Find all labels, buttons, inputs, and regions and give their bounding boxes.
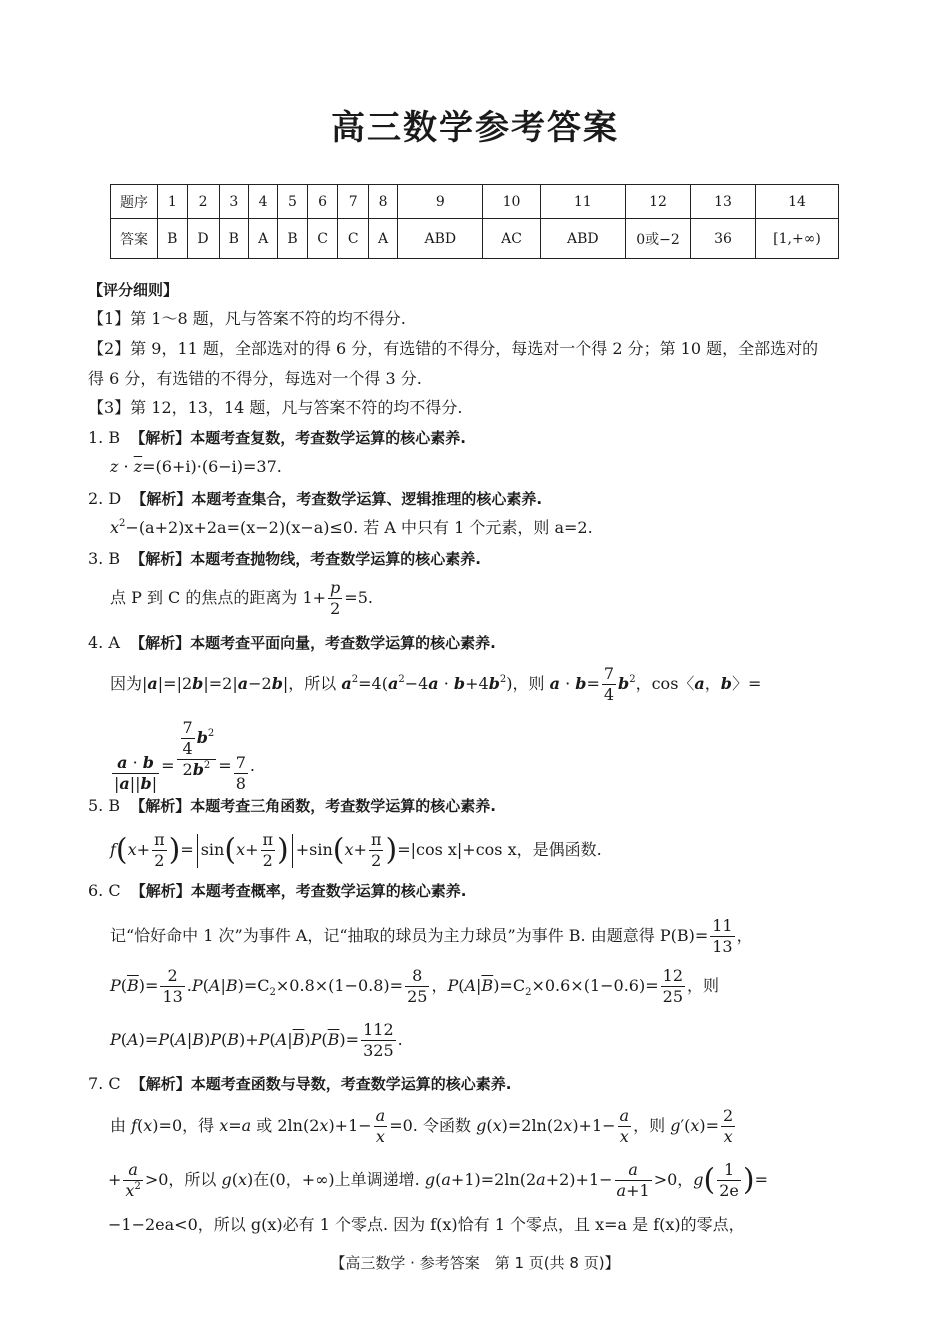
rule-1: 【1】第 1～8 题，凡与答案不符的均不得分.: [88, 309, 406, 328]
table-cell: D: [187, 219, 219, 259]
table-cell: B: [219, 219, 249, 259]
q2-work-text: −(a+2)x+2a=(x−2)(x−a)≤0. 若 A 中只有 1 个元素，则 a=2.: [125, 518, 593, 537]
table-cell: C: [338, 219, 369, 259]
answer-row: [111, 219, 839, 259]
table-cell: 14: [756, 185, 839, 219]
table-cell: 36: [691, 219, 756, 259]
q3-header: [88, 548, 481, 570]
q7-work-2: + $\frac{a}{x^2}$ >0，所以 g(x)在(0，+∞)上单调递增. g(a+1)=2ln(2a+2)+1− $\frac{a}{a+1}$ >0，g( $\frac{1}{2e}$ )=: [108, 1160, 769, 1200]
table-cell: ABD: [398, 219, 483, 259]
table-cell: 3: [219, 185, 249, 219]
table-cell: C: [307, 219, 338, 259]
table-cell: B: [158, 219, 188, 259]
q4-work-2: $\frac{a \cdot b}{|a||b|}$ = $\frac{7}{4}$ $b^2$ $2b^2$ = $\frac{7}{8}$ .: [114, 718, 255, 793]
rule-2a: 【2】第 9，11 题，全部选对的得 6 分，有选错的不得分，每选对一个得 2 分；第 10 题，全部选对的: [88, 339, 819, 358]
q3-work-b: =5.: [344, 588, 373, 607]
q5-label: 5. B: [88, 796, 121, 815]
answer-table: [110, 184, 839, 259]
q6-work-2: $P(\overline{B})=$ $\frac{2}{13}$ $.P(A|B)=C_2\times 0.8\times(1-0.8)=$ $\frac{8}{25}$ ，$P(A|\overline{B})=C_2\times 0.6\times(1-0.6)=$ $\frac{12}{25}$ ，则: [110, 966, 720, 1006]
q7-label: 7. C: [88, 1074, 121, 1093]
table-cell: A: [249, 219, 278, 259]
q3-analysis: 【解析】本题考查抛物线，考查数学运算的核心素养.: [130, 550, 481, 568]
table-cell: 11: [540, 185, 625, 219]
rule-2b: 得 6 分，有选错的不得分，每选对一个得 3 分.: [88, 369, 422, 388]
rules-heading: 【评分细则】: [88, 281, 179, 299]
q4-work-1: 因为|a|=|2b|=2|a−2b|，所以 $a^2=4(a^2-4a \cdot b+4b^2)$，则 a · b= $\frac{7}{4}$ $b^2$，cos〈a，b〉=: [110, 664, 762, 704]
table-cell: 9: [398, 185, 483, 219]
table-cell: 0或−2: [626, 219, 691, 259]
q1-work-text: =(6+i)·(6−i)=37.: [142, 457, 282, 476]
page-title: 高三数学参考答案: [331, 108, 619, 148]
table-cell: 4: [249, 185, 278, 219]
q5-analysis: 【解析】本题考查三角函数，考查数学运算的核心素养.: [130, 797, 496, 815]
table-cell: 6: [307, 185, 338, 219]
q6-header: [88, 880, 466, 902]
table-cell: ABD: [540, 219, 625, 259]
q1-analysis: 【解析】本题考查复数，考查数学运算的核心素养.: [130, 429, 466, 447]
q2-work: $x^2-(a+2)x+2a=(x-2)(x-a)\le 0$. 若 A 中只有 1 个元素，则 a=2.: [110, 518, 593, 537]
table-cell: 10: [483, 185, 540, 219]
q1-work: $z \cdot \overline{z}=(6+i)\cdot(6-i)=37$.: [110, 457, 282, 476]
q2-analysis: 【解析】本题考查集合，考查数学运算、逻辑推理的核心素养.: [131, 490, 543, 508]
q3-work-a: 点 P 到 C 的焦点的距离为 1+: [110, 588, 327, 607]
q5-tail: =|cos x|+cos x，是偶函数.: [397, 840, 602, 859]
q4-label: 4. A: [88, 633, 120, 652]
q6-label: 6. C: [88, 881, 121, 900]
q3-label: 3. B: [88, 549, 121, 568]
q6-calc2: ×0.6×(1−0.6)=: [531, 976, 659, 995]
q6-then: ，则: [687, 976, 720, 995]
table-cell: A: [369, 219, 398, 259]
q3-work: 点 P 到 C 的焦点的距离为 1+ $\frac{p}{2}$ =5.: [110, 578, 373, 618]
question-number-row: [111, 185, 839, 219]
q6-calc1: ×0.8×(1−0.8)=: [275, 976, 404, 995]
table-cell: 12: [626, 185, 691, 219]
q4-header: [88, 632, 496, 654]
row-label: 答案: [111, 219, 158, 259]
q6-line1: 记“恰好命中 1 次”为事件 A，记“抽取的球员为主力球员”为事件 B. 由题意得 P(B)=: [110, 926, 709, 945]
table-cell: B: [278, 219, 308, 259]
page-footer: 【高三数学 · 参考答案 第 1 页(共 8 页)】: [330, 1254, 620, 1272]
q7-analysis: 【解析】本题考查函数与导数，考查数学运算的核心素养.: [130, 1075, 512, 1093]
table-cell: 7: [338, 185, 369, 219]
table-cell: 13: [691, 185, 756, 219]
table-cell: AC: [483, 219, 540, 259]
table-cell: 5: [278, 185, 308, 219]
q6-work-1: 记“恰好命中 1 次”为事件 A，记“抽取的球员为主力球员”为事件 B. 由题意得 P(B)= $\frac{11}{13}$ ，: [110, 916, 753, 956]
table-cell: 8: [369, 185, 398, 219]
q2-label: 2. D: [88, 489, 122, 508]
q4-analysis: 【解析】本题考查平面向量，考查数学运算的核心素养.: [130, 634, 496, 652]
q2-header: [88, 488, 542, 510]
table-cell: [1,+∞): [756, 219, 839, 259]
table-cell: 2: [187, 185, 219, 219]
q6-analysis: 【解析】本题考查概率，考查数学运算的核心素养.: [130, 882, 467, 900]
table-cell: 1: [158, 185, 188, 219]
q7-header: [88, 1073, 511, 1095]
q7-work-3: −1−2ea<0，所以 g(x)必有 1 个零点. 因为 f(x)恰有 1 个零点，且 x=a 是 f(x)的零点，: [108, 1215, 745, 1234]
q1-header: [88, 427, 466, 449]
row-label: 题序: [111, 185, 158, 219]
q5-header: [88, 795, 496, 817]
q6-work-3: $P(A)=P(A|B)P(B)+P(A|\overline{B})P(\overline{B})=$ $\frac{112}{325}$ .: [110, 1020, 403, 1060]
q5-work: f(x+ $\frac{\pi}{2}$ )= sin(x+ $\frac{\pi}{2}$ ) +sin(x+ $\frac{\pi}{2}$ )=|cos x|+cos x，是偶函数.: [110, 830, 602, 870]
q7-work-1: 由 f(x)=0，得 x=a 或 2ln(2x)+1− $\frac{a}{x}$ =0. 令函数 g(x)=2ln(2x)+1− $\frac{a}{x}$ ，则 g′(x)= $\frac{2}{x}$: [110, 1106, 734, 1146]
rule-3: 【3】第 12，13，14 题，凡与答案不符的均不得分.: [88, 398, 463, 417]
q1-label: 1. B: [88, 428, 121, 447]
